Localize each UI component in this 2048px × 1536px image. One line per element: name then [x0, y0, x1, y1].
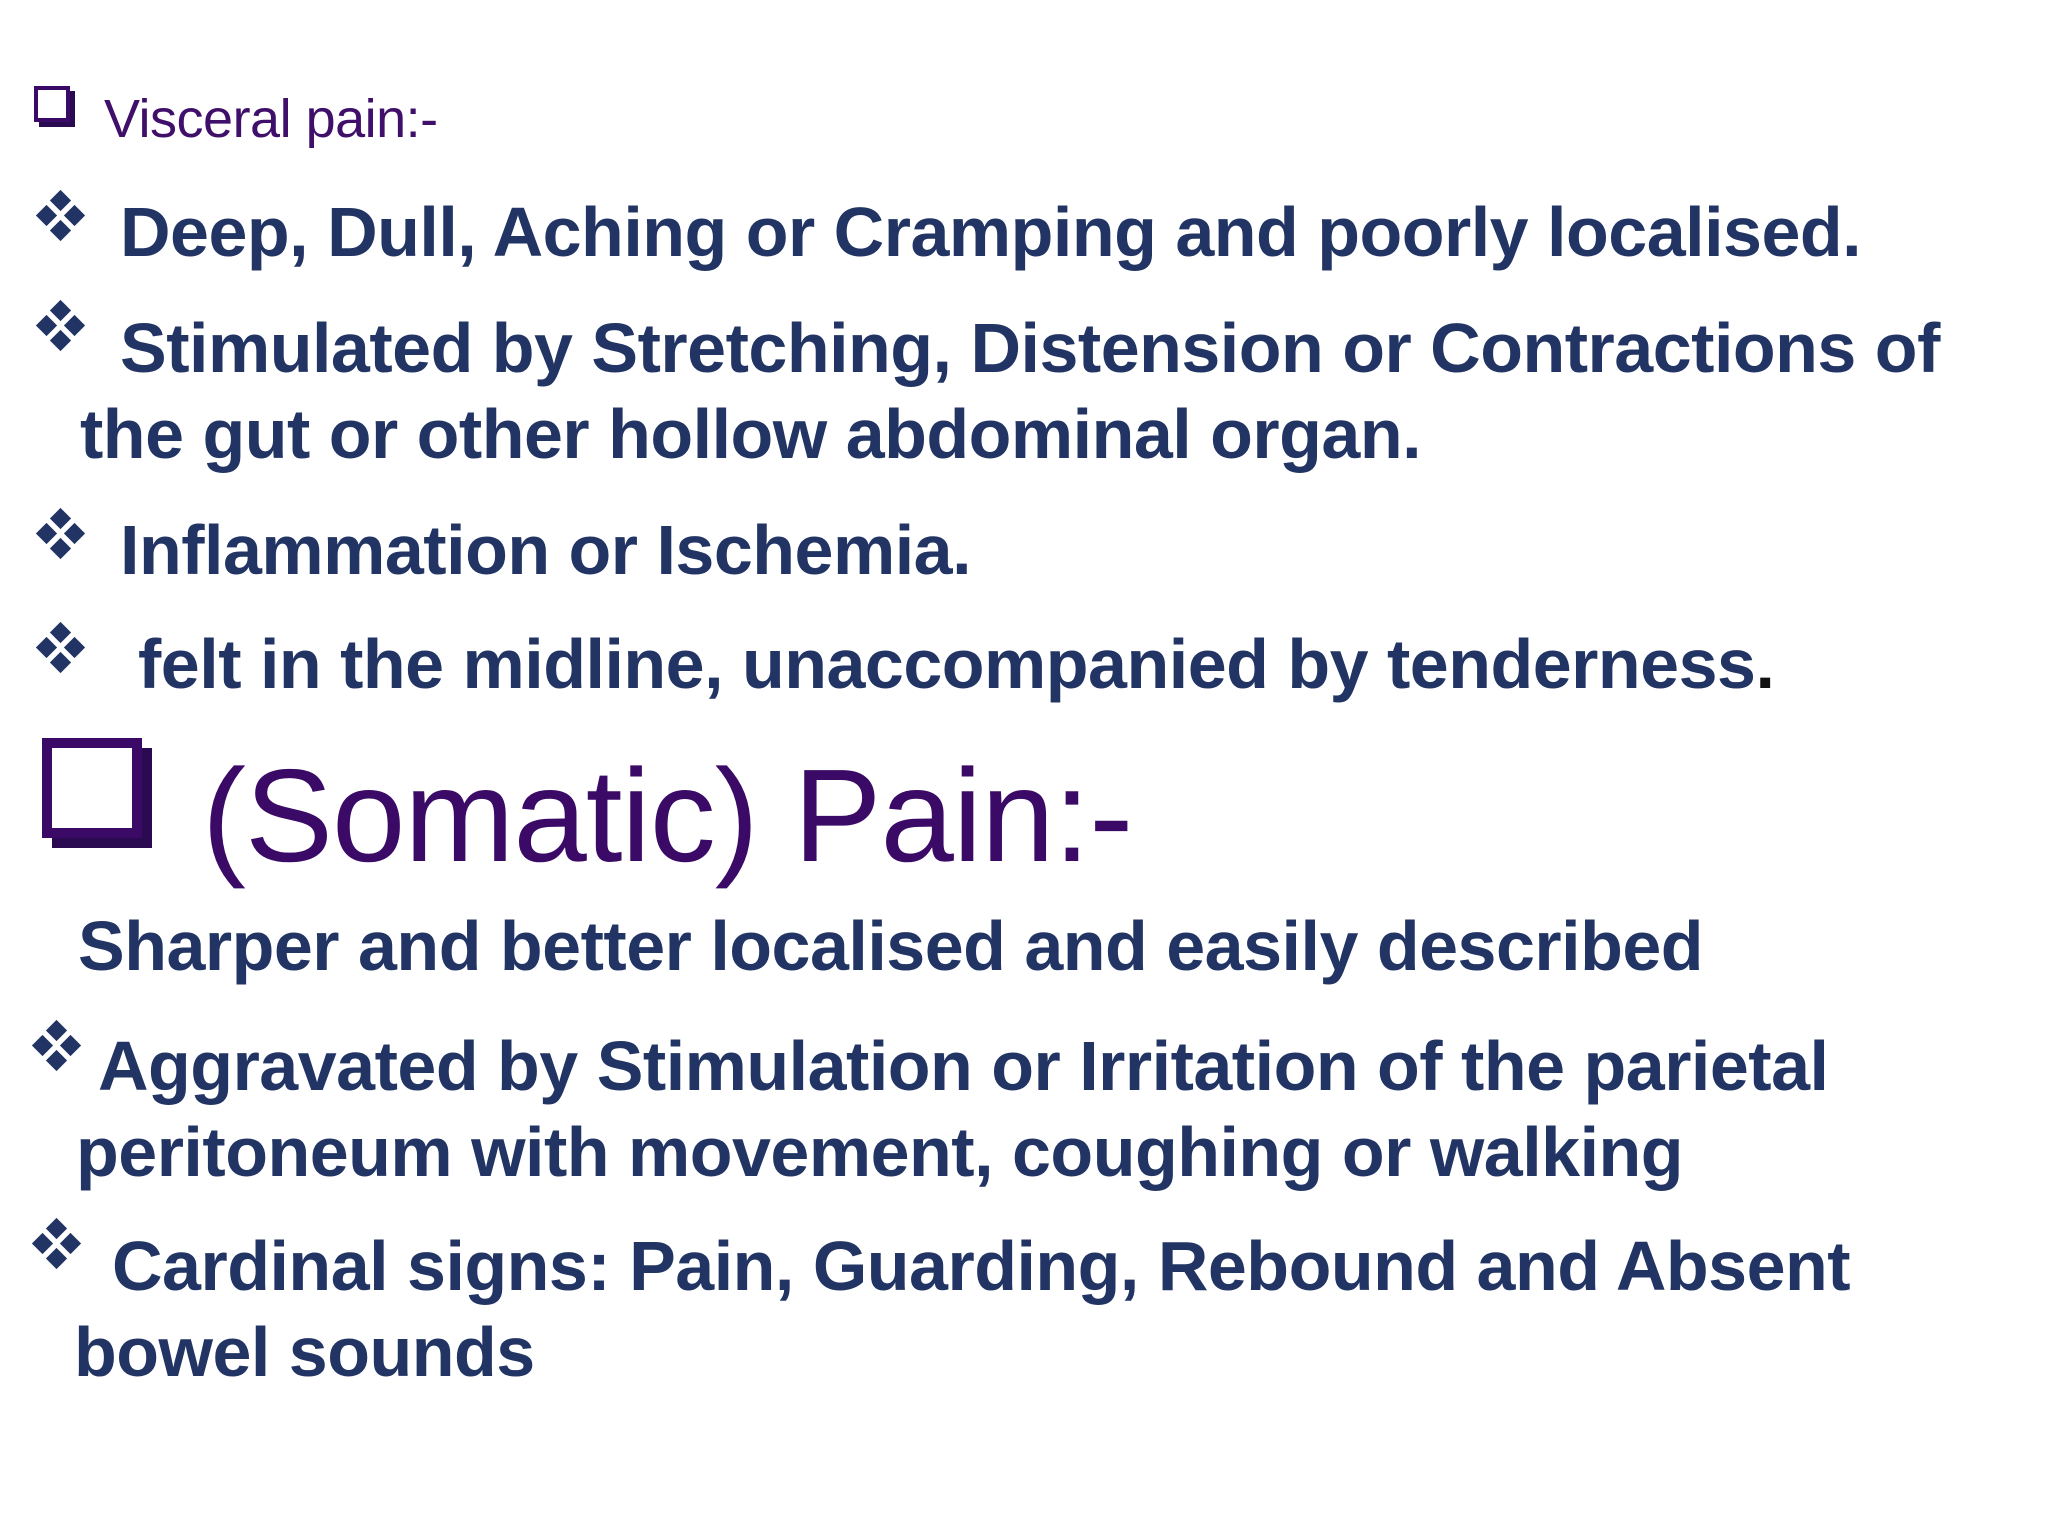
somatic-point-2-line-2: bowel sounds [74, 1313, 535, 1391]
somatic-intro: Sharper and better localised and easily described [78, 907, 1704, 985]
diamond-bullet-icon [30, 1020, 84, 1074]
visceral-point-4 [138, 624, 1774, 704]
diamond-bullet-icon [34, 622, 88, 676]
square-bullet-large-icon [42, 738, 142, 838]
visceral-point-2-line-2: the gut or other hollow abdominal organ. [80, 395, 1422, 473]
somatic-point-1-line-2: peritoneum with movement, coughing or walking [76, 1113, 1684, 1191]
visceral-point-2-line-1: Stimulated by Stretching, Distension or Contractions of [120, 309, 1940, 387]
visceral-point-1: Deep, Dull, Aching or Cramping and poorly localised. [120, 193, 1862, 271]
diamond-bullet-icon [34, 190, 88, 244]
visceral-heading: Visceral pain:- [104, 89, 438, 149]
diamond-bullet-icon [34, 300, 88, 354]
somatic-point-1-line-1: Aggravated by Stimulation or Irritation of the parietal [98, 1027, 1829, 1105]
visceral-point-3: Inflammation or Ischemia. [120, 511, 972, 589]
diamond-bullet-icon [30, 1218, 84, 1272]
square-bullet-icon [34, 86, 70, 122]
visceral-point-4-period: . [1755, 625, 1775, 703]
diamond-bullet-icon [34, 508, 88, 562]
somatic-heading: (Somatic) Pain:- [202, 742, 1133, 889]
visceral-point-4-text: felt in the midline, unaccompanied by tenderness [138, 625, 1756, 703]
somatic-point-2-line-1: Cardinal signs: Pain, Guarding, Rebound and Absent [112, 1227, 1851, 1305]
